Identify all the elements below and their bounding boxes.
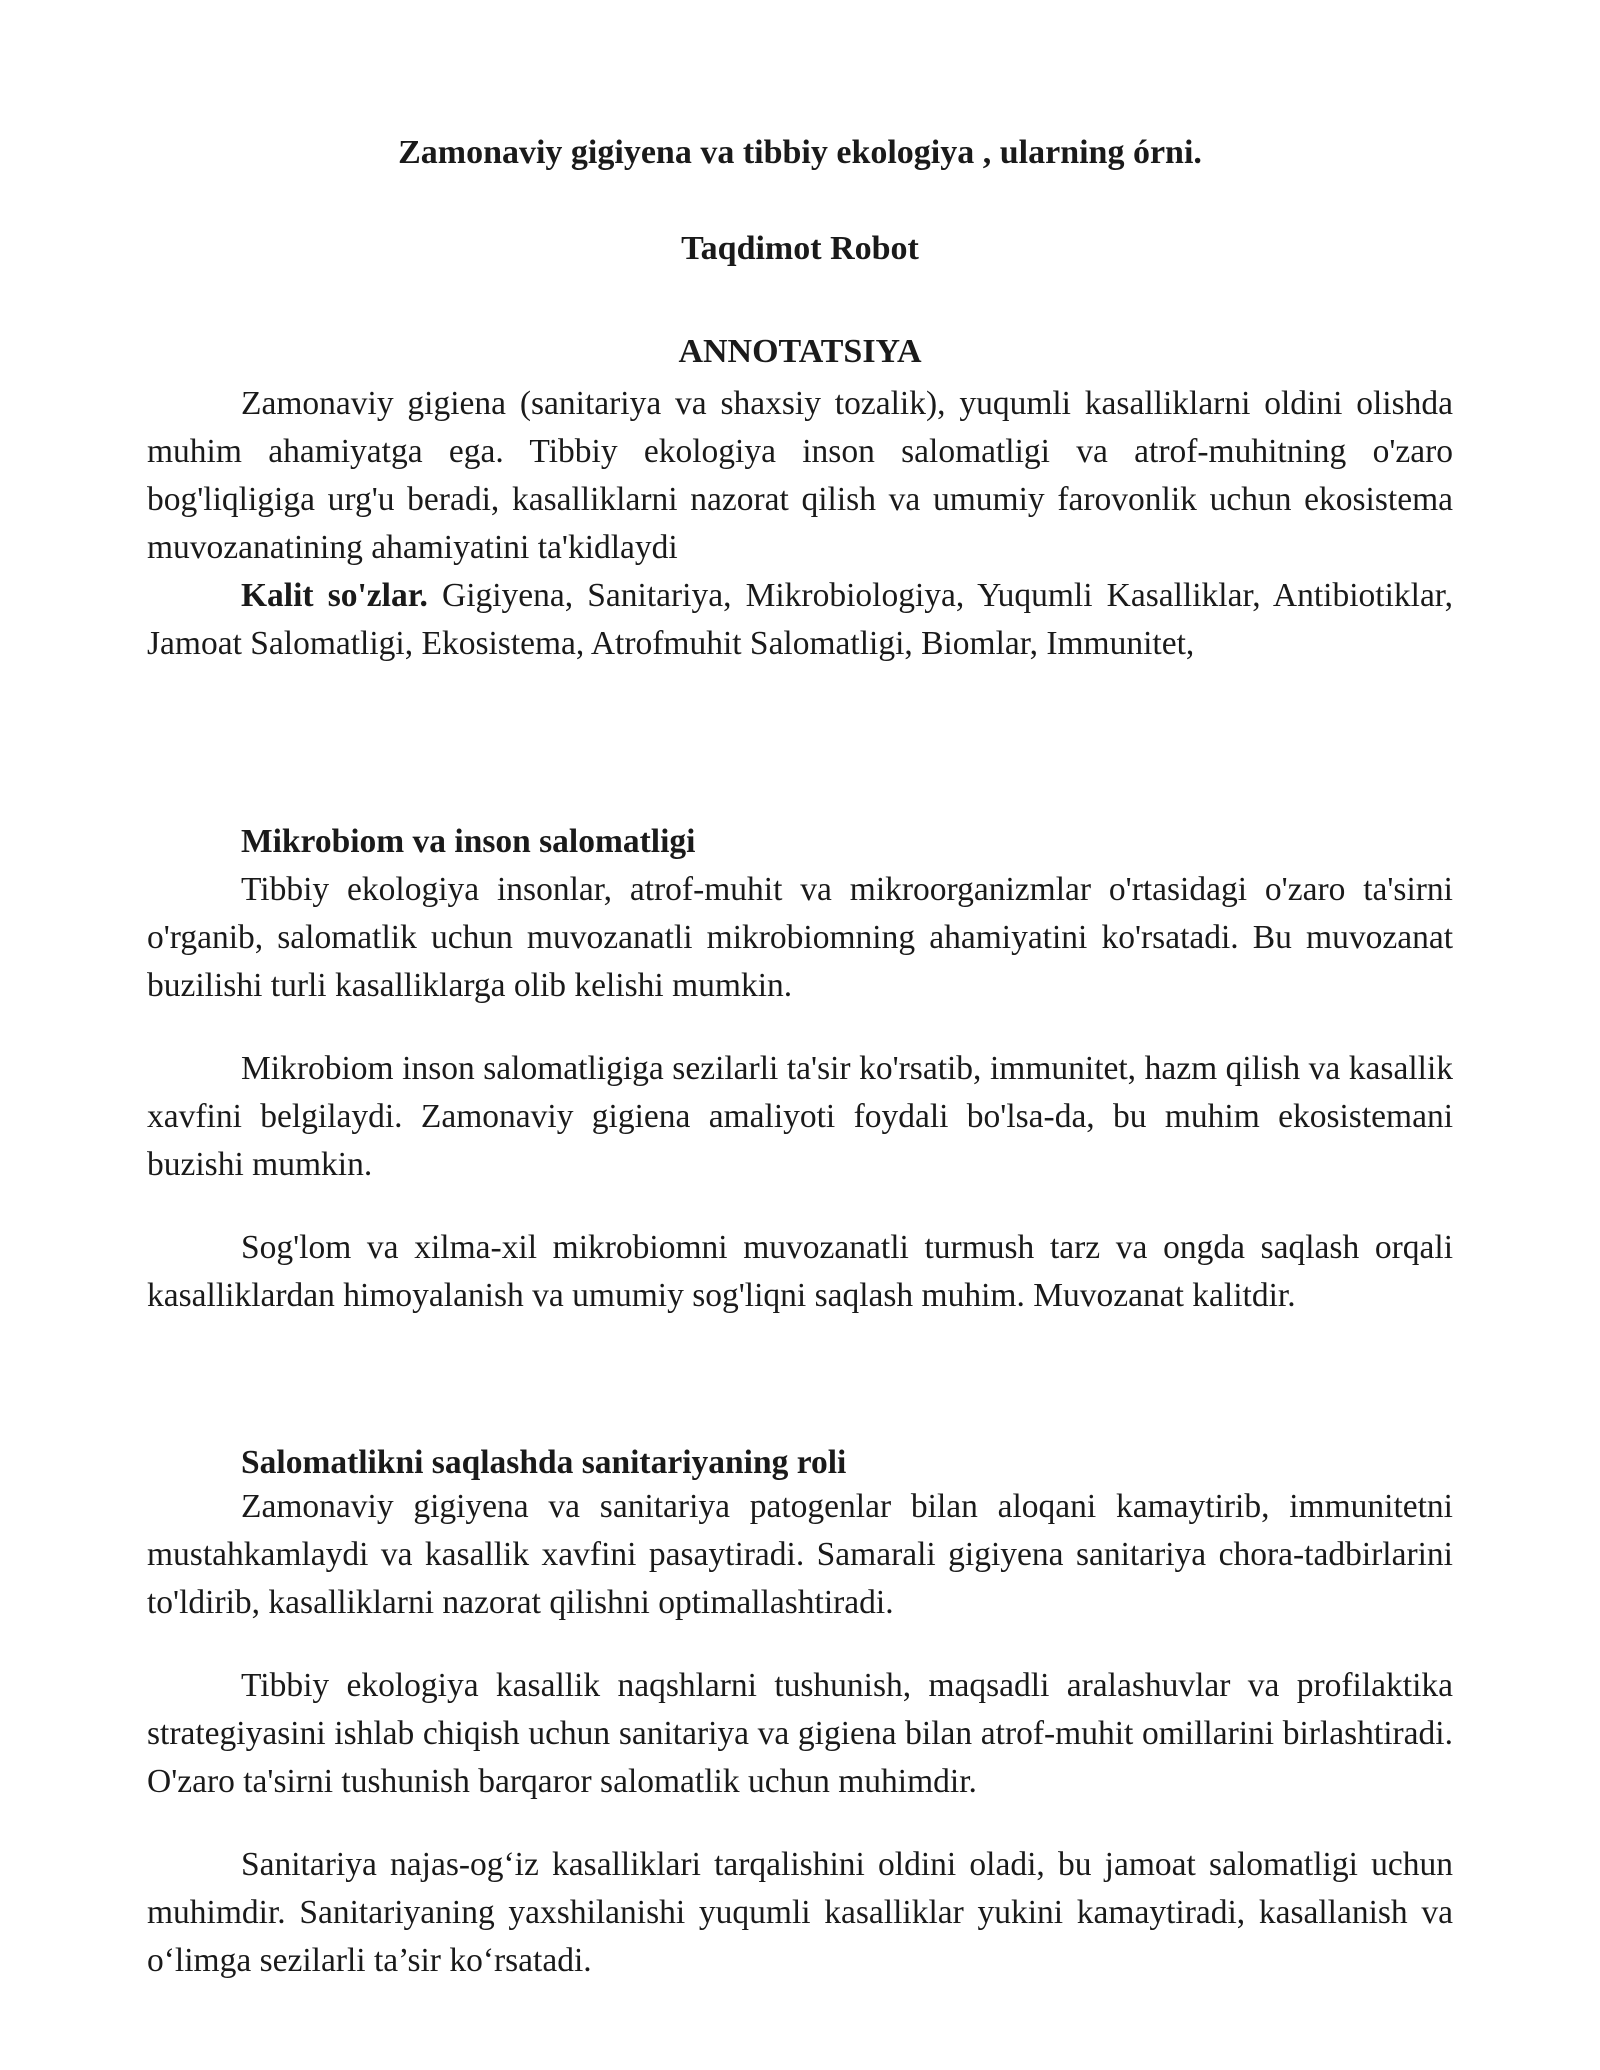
abstract-text: Zamonaviy gigiena (sanitariya va shaxsiy tozalik), yuqumli kasalliklarni oldini olishda muhim ahamiyatga ega. Tibbiy ekologiya inson salomatligi va atrof-muhitning o'zaro bog'liqligiga urg'u beradi, kasalliklarni nazorat qilish va umumiy farovonlik uchun ekosistema muvozanatining ahamiyatini ta'kidlaydi xyxy=(147,385,1453,566)
document-title: Zamonaviy gigiyena va tibbiy ekologiya , ularning órni. xyxy=(398,134,1202,171)
section1-paragraph-2: Mikrobiom inson salomatligiga sezilarli ta'sir ko'rsatib, immunitet, hazm qilish va kasallik xavfini belgilaydi. Zamonaviy gigiena amaliyoti foydali bo'lsa-da, bu muhim ekosistemani buzishi mumkin. xyxy=(147,1050,1453,1183)
keywords-paragraph xyxy=(147,572,1453,668)
abstract-heading: ANNOTATSIYA xyxy=(678,333,922,370)
section2-paragraph-1: Zamonaviy gigiyena va sanitariya patogenlar bilan aloqani kamaytirib, immunitetni mustahkamlaydi va kasallik xavfini pasaytiradi. Samarali gigiyena sanitariya chora-tadbirlarini to'ldirib, kasalliklarni nazorat qilishni optimallashtiradi. xyxy=(147,1488,1453,1621)
section-heading-sanitation: Salomatlikni saqlashda sanitariyaning roli xyxy=(241,1444,847,1481)
section-heading-microbiome: Mikrobiom va inson salomatligi xyxy=(241,823,696,860)
section2-paragraph-2: Tibbiy ekologiya kasallik naqshlarni tushunish, maqsadli aralashuvlar va profilaktika strategiyasini ishlab chiqish uchun sanitariya va gigiena bilan atrof-muhit omillarini birlashtiradi. O'zaro ta'sirni tushunish barqaror salomatlik uchun muhimdir. xyxy=(147,1667,1453,1800)
section1-paragraph-1: Tibbiy ekologiya insonlar, atrof-muhit va mikroorganizmlar o'rtasidagi o'zaro ta'sirni o'rganib, salomatlik uchun muvozanatli mikrobiomning ahamiyatini ko'rsatadi. Bu muvozanat buzilishi turli kasalliklarga olib kelishi mumkin. xyxy=(147,871,1453,1004)
keywords-text: Gigiyena, Sanitariya, Mikrobiologiya, Yuqumli Kasalliklar, Antibiotiklar, Jamoat Salomatligi, Ekosistema, Atrofmuhit Salomatligi, Biomlar, Immunitet, xyxy=(147,577,1453,662)
keywords-label: Kalit so'zlar. xyxy=(241,577,428,614)
document-subtitle: Taqdimot Robot xyxy=(681,230,919,267)
section1-paragraph-3: Sog'lom va xilma-xil mikrobiomni muvozanatli turmush tarz va ongda saqlash orqali kasalliklardan himoyalanish va umumiy sog'liqni saqlash muhim. Muvozanat kalitdir. xyxy=(147,1229,1453,1314)
section2-paragraph-3: Sanitariya najas-og‘iz kasalliklari tarqalishini oldini oladi, bu jamoat salomatligi uchun muhimdir. Sanitariyaning yaxshilanishi yuqumli kasalliklar yukini kamaytiradi, kasallanish va o‘limga sezilarli ta’sir ko‘rsatadi. xyxy=(147,1846,1453,1979)
